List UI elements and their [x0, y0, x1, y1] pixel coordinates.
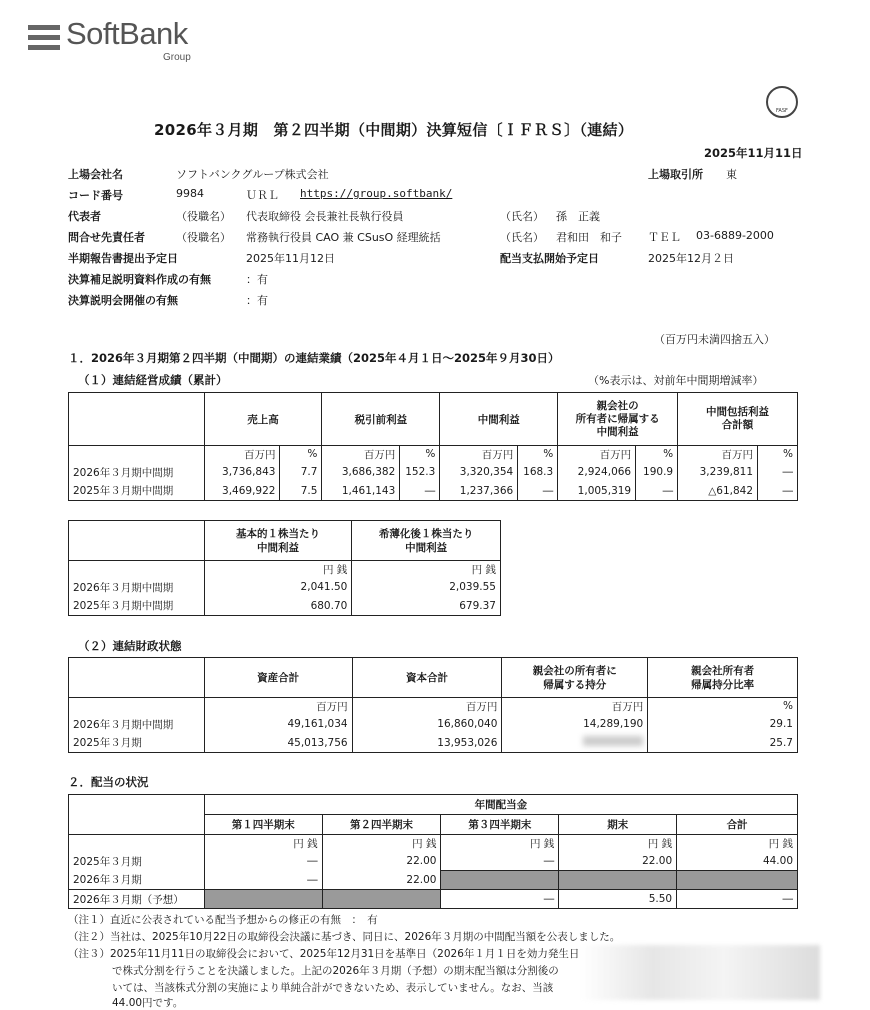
unit-blank [69, 561, 205, 578]
representative-title-label: （役職名） [176, 210, 231, 223]
redacted-cell [502, 734, 648, 753]
shaded-cell [677, 871, 798, 890]
dividend-header-total: 合計 [677, 815, 798, 835]
results-header-blank [69, 393, 205, 446]
value-cell: 679.37 [352, 597, 501, 616]
value-cell: 5.50 [559, 890, 677, 909]
table-row [69, 890, 798, 909]
dividend-header-blank [69, 815, 205, 835]
blurred-overlay [580, 945, 820, 1000]
value-cell: 7.5 [280, 482, 322, 501]
value-cell: ― [758, 482, 798, 501]
listed-company-value: ソフトバンクグループ株式会社 [176, 168, 329, 181]
shaded-cell [322, 890, 441, 909]
unit-cell: % [758, 446, 798, 463]
header-text: 基本的１株当たり 中間利益 [235, 527, 320, 554]
representative-name-label: （氏名） [500, 210, 544, 223]
report-date-label: 半期報告書提出予定日 [68, 252, 178, 265]
exchange-label: 上場取引所 [648, 168, 703, 181]
exchange-value: 東 [726, 168, 737, 181]
shaded-cell [441, 871, 559, 890]
financial-header-assets [204, 658, 352, 698]
value-cell: ― [518, 482, 558, 501]
unit-cell: 円 銭 [559, 835, 677, 852]
table-row [69, 715, 798, 734]
results-header-pretax [322, 393, 440, 446]
unit-cell: 百万円 [204, 698, 352, 715]
unit-blank [69, 698, 205, 715]
value-cell: ― [441, 852, 559, 871]
value-cell: ― [677, 890, 798, 909]
value-cell: ― [400, 482, 440, 501]
table-row [69, 852, 798, 871]
unit-cell: 百万円 [558, 446, 636, 463]
value-cell: ― [636, 482, 678, 501]
dividend-header-blank [69, 795, 205, 815]
report-date-value: 2025年11月12日 [246, 252, 335, 265]
tel-value: 03-6889-2000 [696, 229, 774, 242]
header-text: 親会社の所有者に 帰属する持分 [532, 664, 617, 691]
contact-title: 常務執行役員 CAO 兼 CSusO 経理統括 [246, 231, 441, 244]
unit-cell: 百万円 [352, 698, 502, 715]
row-label: 2026年３月期中間期 [69, 578, 205, 597]
unit-cell: 百万円 [440, 446, 518, 463]
header-text: 親会社の 所有者に帰属する 中間利益 [575, 399, 660, 438]
value-cell: 168.3 [518, 463, 558, 482]
listed-company-label: 上場会社名 [68, 168, 123, 181]
header-text: 売上高 [247, 413, 279, 426]
results-header-comprehensive [678, 393, 798, 446]
table-row [69, 463, 798, 482]
unit-blank [69, 446, 205, 463]
eps-table [68, 520, 501, 616]
unit-cell: 円 銭 [441, 835, 559, 852]
value-cell: 44.00 [677, 852, 798, 871]
note-3: （注３）2025年11月11日の取締役会において、2025年12月31日を基準日（2026年１月１日を効力発生日 [68, 948, 580, 960]
table-row [69, 734, 798, 753]
eps-header-blank [69, 521, 205, 561]
row-label: 2025年３月期 [69, 734, 205, 753]
dividend-group-header: 年間配当金 [204, 795, 797, 815]
contact-title-label: （役職名） [176, 231, 231, 244]
unit-cell: % [636, 446, 678, 463]
unit-cell: 円 銭 [204, 835, 322, 852]
code-label: コード番号 [68, 189, 123, 202]
header-text: 中間包括利益 合計額 [706, 406, 770, 431]
value-cell: 25.7 [648, 734, 798, 753]
financial-header-owners-equity [502, 658, 648, 698]
value-cell: 1,237,366 [440, 482, 518, 501]
table-row [69, 871, 798, 890]
dividend-header-year-end: 期末 [559, 815, 677, 835]
value-cell: 1,461,143 [322, 482, 400, 501]
meeting-label: 決算説明会開催の有無 [68, 294, 178, 307]
unit-cell: 百万円 [678, 446, 758, 463]
section1-sub1-note: （%表示は、対前年中間期増減率） [588, 374, 764, 387]
row-label: 2025年３月期中間期 [69, 597, 205, 616]
value-cell: 45,013,756 [204, 734, 352, 753]
section1-sub1: （１）連結経営成績（累計） [78, 373, 228, 387]
contact-name-label: （氏名） [500, 231, 544, 244]
unit-cell: 百万円 [322, 446, 400, 463]
note-3-cont: で株式分割を行うことを決議しました。上記の2026年３月期（予想）の期末配当額は分割後の [112, 965, 559, 977]
tel-label: ＴＥＬ [648, 231, 681, 244]
row-label: 2026年３月期（予想） [69, 890, 205, 909]
row-label: 2026年３月期中間期 [69, 715, 205, 734]
value-cell: 22.00 [322, 871, 441, 890]
shaded-cell [204, 890, 322, 909]
unit-cell: 円 銭 [352, 561, 501, 578]
dividend-header-q3: 第３四半期末 [441, 815, 559, 835]
value-cell: 680.70 [204, 597, 352, 616]
section1-title: １．2026年３月期第２四半期（中間期）の連結業績（2025年４月１日～2025年９月30日） [68, 351, 560, 365]
value-cell: △61,842 [678, 482, 758, 501]
unit-cell: 円 銭 [322, 835, 441, 852]
rounding-note: （百万円未満四捨五入） [654, 333, 775, 346]
value-cell: 13,953,026 [352, 734, 502, 753]
dividends-table [68, 794, 798, 909]
value-cell: 49,161,034 [204, 715, 352, 734]
code-value: 9984 [176, 187, 204, 200]
dividend-header-q1: 第１四半期末 [204, 815, 322, 835]
header-text: 親会社所有者 帰属持分比率 [691, 664, 755, 691]
value-cell: 7.7 [280, 463, 322, 482]
note-1: （注１）直近に公表されている配当予想からの修正の有無 ： 有 [68, 914, 378, 926]
section1-sub2: （２）連結財政状態 [78, 639, 182, 653]
header-text: 希薄化後１株当たり 中間利益 [378, 527, 474, 554]
unit-cell: % [518, 446, 558, 463]
header-text: 資本合計 [405, 672, 448, 684]
value-cell: 190.9 [636, 463, 678, 482]
value-cell: 3,239,811 [678, 463, 758, 482]
unit-cell: % [648, 698, 798, 715]
value-cell: 3,469,922 [204, 482, 280, 501]
value-cell: 2,041.50 [204, 578, 352, 597]
fasf-seal-label: FASF [776, 108, 788, 114]
value-cell: 22.00 [559, 852, 677, 871]
results-header-owners-profit [558, 393, 678, 446]
table-row [69, 597, 501, 616]
softbank-logo-mark [28, 25, 60, 55]
header-text: 資産合計 [257, 672, 300, 684]
contact-label: 問合せ先責任者 [68, 231, 145, 244]
table-row [69, 578, 501, 597]
value-cell: ― [758, 463, 798, 482]
url-label: ＵＲＬ [246, 189, 279, 202]
value-cell: 3,686,382 [322, 463, 400, 482]
note-2: （注２）当社は、2025年10月22日の取締役会決議に基づき、同日に、2026年３月期の中間配当額を公表しました。 [68, 931, 621, 943]
financial-header-equity-ratio [648, 658, 798, 698]
table-row [69, 482, 798, 501]
value-cell: ― [204, 852, 322, 871]
representative-label: 代表者 [68, 210, 101, 223]
financial-header-equity [352, 658, 502, 698]
header-text: 中間利益 [477, 413, 520, 426]
financial-header-blank [69, 658, 205, 698]
financial-position-table [68, 657, 798, 753]
value-cell: 16,860,040 [352, 715, 502, 734]
note-3-cont: 44.00円です。 [112, 997, 184, 1009]
unit-cell: 円 銭 [204, 561, 352, 578]
dividend-start-value: 2025年12月２日 [648, 252, 734, 265]
value-cell: 2,924,066 [558, 463, 636, 482]
value-cell: 2,039.55 [352, 578, 501, 597]
softbank-logo-group: Group [163, 52, 191, 63]
value-cell: 29.1 [648, 715, 798, 734]
value-cell: 14,289,190 [502, 715, 648, 734]
document-title: 2026年３月期 第２四半期（中間期）決算短信〔ＩＦＲＳ〕（連結） [154, 121, 634, 139]
value-cell: 152.3 [400, 463, 440, 482]
supplementary-label: 決算補足説明資料作成の有無 [68, 273, 211, 286]
unit-blank [69, 835, 205, 852]
unit-cell: % [280, 446, 322, 463]
section2-title: ２．配当の状況 [68, 775, 149, 789]
shaded-cell [559, 871, 677, 890]
eps-header-basic [204, 521, 352, 561]
unit-cell: 円 銭 [677, 835, 798, 852]
unit-cell: 百万円 [502, 698, 648, 715]
dividend-start-label: 配当支払開始予定日 [500, 252, 599, 265]
value-cell: 3,736,843 [204, 463, 280, 482]
row-label: 2025年３月期 [69, 852, 205, 871]
row-label: 2026年３月期中間期 [69, 463, 205, 482]
results-header-interim-profit [440, 393, 558, 446]
note-3-cont: いては、当該株式分割の実施により単純合計ができないため、表示していません。なお、当該 [112, 982, 554, 994]
header-text: 税引前利益 [354, 413, 408, 426]
value-cell: ― [204, 871, 322, 890]
results-header-revenue [204, 393, 322, 446]
representative-name: 孫 正義 [556, 210, 600, 223]
dividend-header-q2: 第２四半期末 [322, 815, 441, 835]
value-cell: 22.00 [322, 852, 441, 871]
value-cell: 3,320,354 [440, 463, 518, 482]
url-link[interactable]: https://group.softbank/ [300, 187, 453, 200]
results-table [68, 392, 798, 501]
unit-cell: 百万円 [204, 446, 280, 463]
row-label: 2025年３月期中間期 [69, 482, 205, 501]
contact-name: 君和田 和子 [556, 231, 622, 244]
representative-title: 代表取締役 会長兼社長執行役員 [246, 210, 404, 223]
softbank-logo: SoftBank [66, 16, 188, 51]
unit-cell: % [400, 446, 440, 463]
row-label: 2026年３月期 [69, 871, 205, 890]
report-date: 2025年11月11日 [704, 146, 803, 160]
supplementary-value: ：有 [246, 273, 268, 286]
value-cell: 1,005,319 [558, 482, 636, 501]
eps-header-diluted [352, 521, 501, 561]
value-cell: ― [441, 890, 559, 909]
meeting-value: ：有 [246, 294, 268, 307]
